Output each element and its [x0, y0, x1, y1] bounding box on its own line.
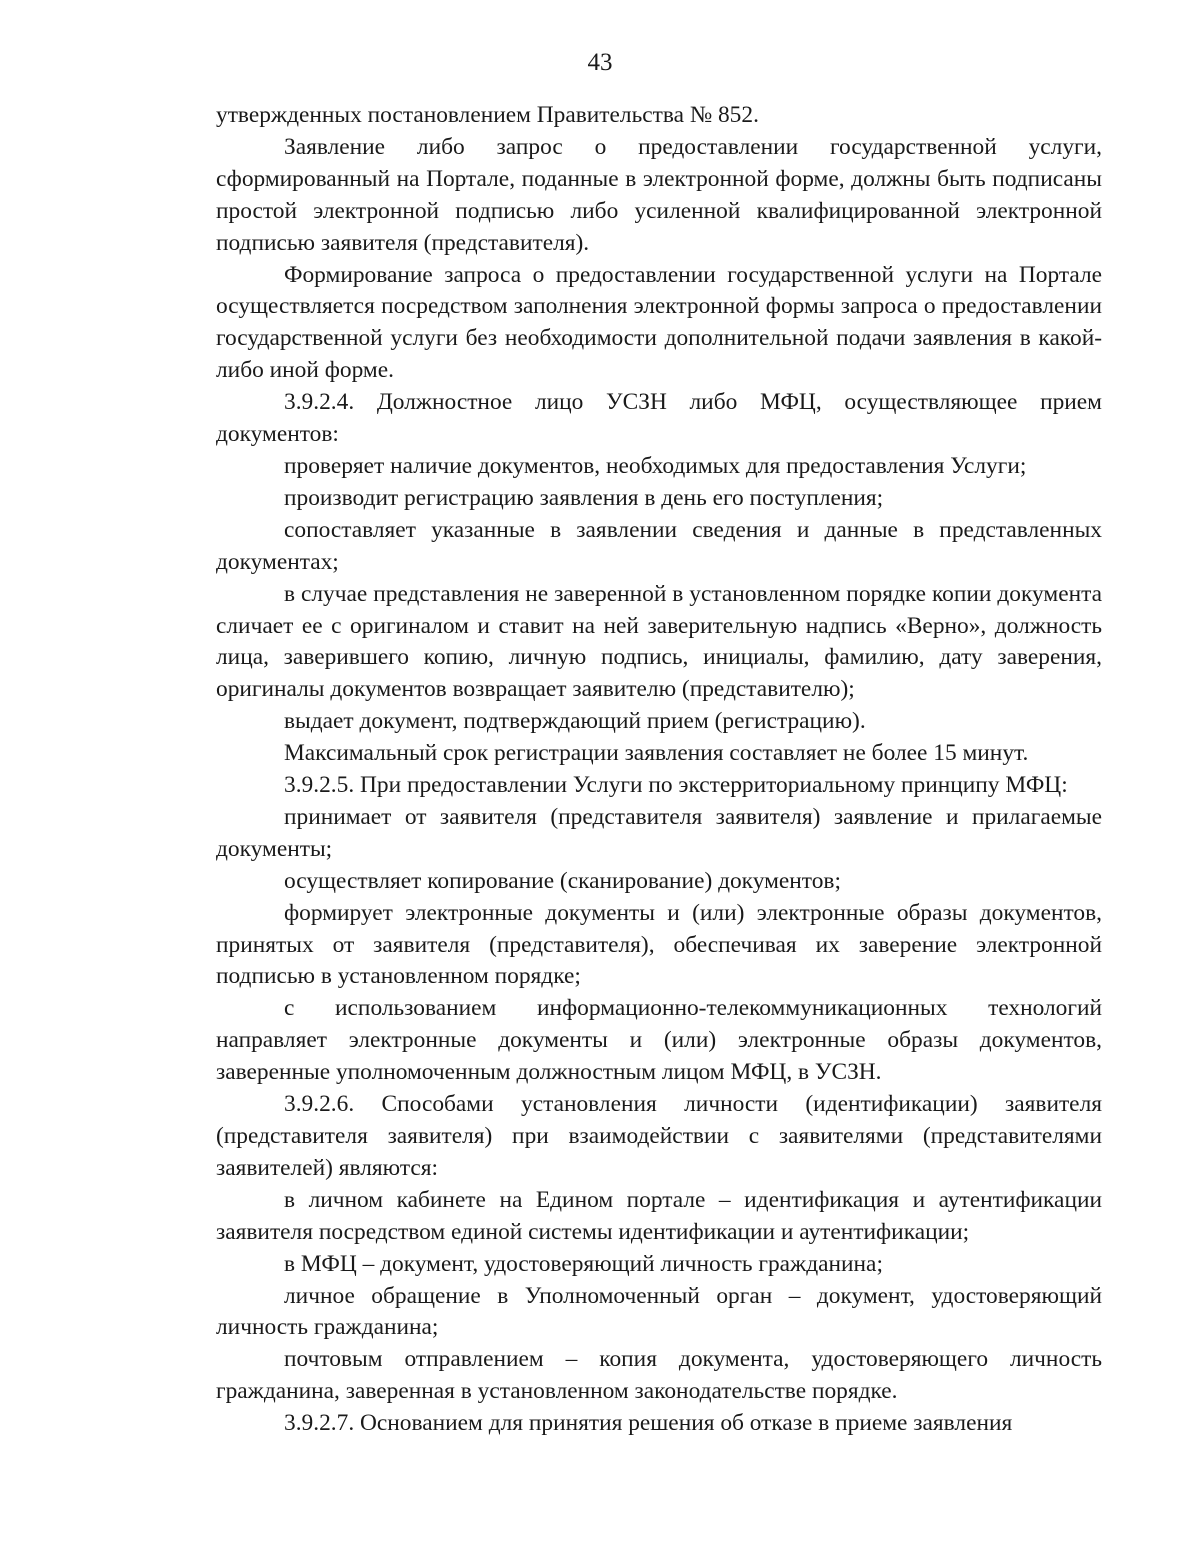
paragraph-20: почтовым отправлением – копия документа, удостоверяющего личность гражданина, заверенная в установленном законодательстве порядке. [216, 1346, 1102, 1405]
paragraph-19: личное обращение в Уполномоченный орган – документ, удостоверяющий личность гражданина; [216, 1282, 1102, 1341]
paragraph-5: проверяет наличие документов, необходимых для предоставления Услуги; [284, 452, 1027, 479]
paragraph-15: с использованием информационно-телекоммуникационных технологий направляет электронные документы и (или) электронные образы документов, заверенные уполномоченным должностным лицом МФЦ, в УСЗН. [216, 995, 1102, 1086]
paragraph-4: 3.9.2.4. Должностное лицо УСЗН либо МФЦ, осуществляющее прием документов: [216, 389, 1102, 448]
paragraph-16: 3.9.2.6. Способами установления личности (идентификации) заявителя (представителя заявителя) при взаимодействии с заявителями (представителями заявителей) являются: [216, 1091, 1102, 1181]
paragraph-9: выдает документ, подтверждающий прием (регистрацию). [284, 708, 866, 735]
paragraph-13: осуществляет копирование (сканирование) документов; [284, 867, 841, 894]
page-number: 43 [587, 49, 613, 76]
paragraph-10: Максимальный срок регистрации заявления составляет не более 15 минут. [284, 740, 1029, 767]
paragraph-18: в МФЦ – документ, удостоверяющий личность гражданина; [284, 1250, 883, 1277]
document-body [216, 100, 1102, 1440]
paragraph-2: Заявление либо запрос о предоставлении государственной услуги, сформированный на Портале, поданные в электронной форме, должны быть подписаны простой электронной подписью либо усиленной квалифицированной электронной подписью заявителя (представителя). [216, 133, 1102, 256]
paragraph-1: утвержденных постановлением Правительства № 852. [216, 102, 759, 128]
paragraph-17: в личном кабинете на Едином портале – идентификация и аутентификации заявителя посредством единой системы идентификации и аутентификации; [216, 1186, 1102, 1245]
paragraph-14: формирует электронные документы и (или) электронные образы документов, принятых от заявителя (представителя), обеспечивая их заверение электронной подписью в установленном порядке; [216, 899, 1102, 990]
paragraph-3: Формирование запроса о предоставлении государственной услуги на Портале осуществляется посредством заполнения электронной формы запроса о предоставлении государственной услуги без необходимости дополнительной подачи заявления в какой-либо иной форме. [216, 261, 1102, 384]
paragraph-7: сопоставляет указанные в заявлении сведения и данные в представленных документах; [216, 516, 1102, 575]
paragraph-12: принимает от заявителя (представителя заявителя) заявление и прилагаемые документы; [216, 803, 1102, 862]
paragraph-11: 3.9.2.5. При предоставлении Услуги по экстерриториальному принципу МФЦ: [284, 772, 1068, 799]
paragraph-8: в случае представления не заверенной в установленном порядке копии документа сличает ее с оригиналом и ставит на ней заверительную надпись «Верно», должность лица, заверившего копию, личную подпись, инициалы, фамилию, дату заверения, оригиналы документов возвращает заявителю (представителю); [216, 580, 1102, 703]
paragraph-6: производит регистрацию заявления в день его поступления; [284, 484, 884, 511]
paragraph-21: 3.9.2.7. Основанием для принятия решения об отказе в приеме заявления [284, 1410, 1013, 1437]
